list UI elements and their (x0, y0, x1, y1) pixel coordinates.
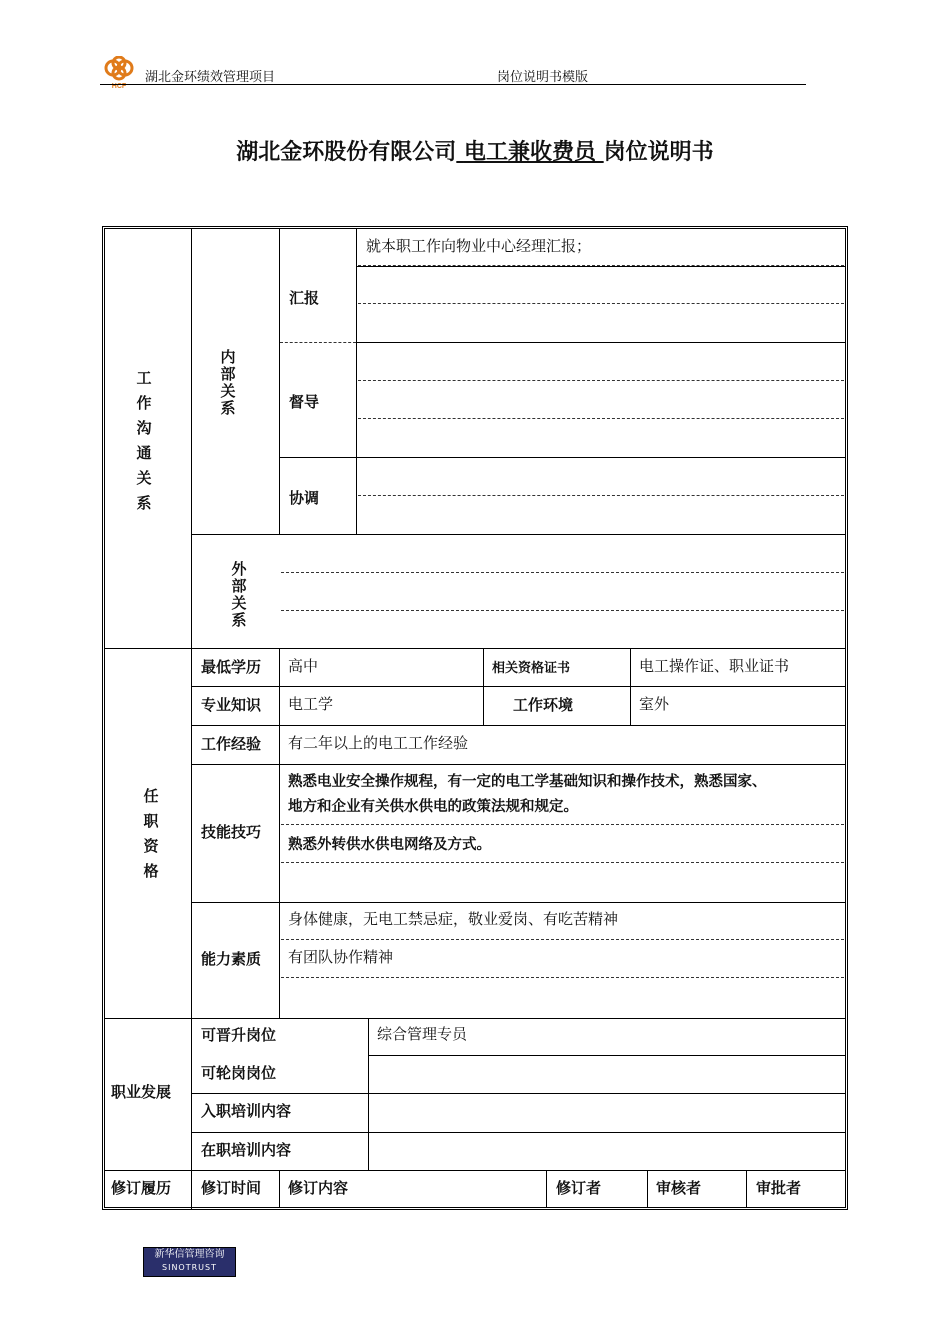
row-line (191, 764, 845, 765)
col-divider-r1 (279, 1170, 280, 1207)
revision-time-label: 修订时间 (201, 1179, 262, 1197)
col-divider-2 (279, 229, 280, 534)
col-divider-r4 (746, 1170, 747, 1207)
external-relations-label: 外部关系 (231, 560, 247, 629)
edu-value: 高中 (288, 657, 319, 675)
dash-line (281, 939, 844, 940)
col-divider-r2 (546, 1170, 547, 1207)
col-divider-q (279, 648, 280, 1018)
dash-line (281, 572, 844, 573)
title-company: 湖北金环股份有限公司 (236, 140, 457, 165)
dash-line (281, 610, 844, 611)
rotate-label: 可轮岗岗位 (201, 1064, 277, 1082)
dash-line (358, 265, 844, 266)
row-line (191, 902, 845, 903)
revision-content-label: 修订内容 (288, 1179, 349, 1197)
header-doc-type: 岗位说明书模版 (497, 70, 589, 85)
report-text: 就本职工作向物业中心经理汇报； (366, 237, 592, 255)
footer-logo (143, 1247, 236, 1277)
career-section-label: 职业发展 (111, 1083, 172, 1101)
row-line (368, 1055, 845, 1056)
experience-value: 有二年以上的电工工作经验 (288, 734, 469, 752)
row-line (191, 1132, 845, 1133)
revision-section-label: 修订履历 (111, 1179, 172, 1197)
section-line (104, 1170, 845, 1171)
knowledge-label: 专业知识 (201, 696, 262, 714)
promote-value: 综合管理专员 (377, 1025, 468, 1043)
skill-line-2: 地方和企业有关供水供电的政策法规和规定。 (288, 799, 578, 815)
supervise-label: 督导 (289, 393, 320, 411)
internal-relations-label: 内部关系 (220, 348, 236, 417)
section-label-qualification: 任职资格 (143, 787, 159, 880)
coordinate-label: 协调 (289, 489, 320, 507)
skill-label: 技能技巧 (201, 823, 262, 841)
row-dash (280, 342, 356, 343)
section-line (104, 1018, 845, 1019)
dash-line (281, 862, 844, 863)
section-label-communication: 工作沟通关系 (136, 369, 152, 512)
dash-line (358, 303, 844, 304)
header-project: 湖北金环绩效管理项目 (145, 70, 276, 85)
row-line (191, 686, 845, 687)
row-line (280, 457, 845, 458)
row-line (191, 1093, 845, 1094)
approver-label: 审批者 (756, 1179, 802, 1197)
row-line (191, 534, 845, 535)
ability-line-1: 身体健康，无电工禁忌症，敬业爱岗、有吃苦精神 (288, 910, 619, 928)
title-position: 电工兼收费员 (463, 140, 596, 165)
reviser-label: 修订者 (556, 1179, 602, 1197)
cert-label: 相关资格证书 (492, 661, 571, 676)
report-label: 汇报 (289, 289, 320, 307)
row-line (356, 342, 845, 343)
footer-logo-line2: SINOTRUST (162, 1263, 217, 1272)
page-title (0, 135, 950, 166)
col-divider-c (368, 1018, 369, 1170)
title-suffix: 岗位说明书 (603, 140, 714, 165)
svg-text:HCF: HCF (111, 83, 127, 90)
col-divider-3 (356, 229, 357, 534)
entry-training-label: 入职培训内容 (201, 1102, 292, 1120)
ability-line-2: 有团队协作精神 (288, 948, 394, 966)
checker-label: 审核者 (656, 1179, 702, 1197)
promote-label: 可晋升岗位 (201, 1026, 277, 1044)
dash-line (281, 977, 844, 978)
dash-line (358, 495, 844, 496)
onjob-training-label: 在职培训内容 (201, 1141, 292, 1159)
dash-line (358, 380, 844, 381)
row-line (191, 725, 845, 726)
knowledge-value: 电工学 (288, 695, 334, 713)
ability-label: 能力素质 (201, 950, 262, 968)
dash-line (281, 824, 844, 825)
skill-line-1: 熟悉电业安全操作规程，有一定的电工学基础知识和操作技术，熟悉国家、 (288, 774, 767, 790)
env-value: 室外 (639, 695, 670, 713)
cert-value: 电工操作证、职业证书 (639, 657, 790, 675)
dash-line (358, 418, 844, 419)
experience-label: 工作经验 (201, 735, 262, 753)
footer-logo-line1: 新华信管理咨询 (154, 1249, 225, 1260)
col-divider-1 (191, 229, 192, 1209)
col-divider-r3 (647, 1170, 648, 1207)
section-line (104, 648, 845, 649)
edu-label: 最低学历 (201, 658, 262, 676)
skill-line-3: 熟悉外转供水供电网络及方式。 (288, 837, 491, 853)
env-label: 工作环境 (513, 696, 574, 714)
row-line (356, 266, 845, 267)
